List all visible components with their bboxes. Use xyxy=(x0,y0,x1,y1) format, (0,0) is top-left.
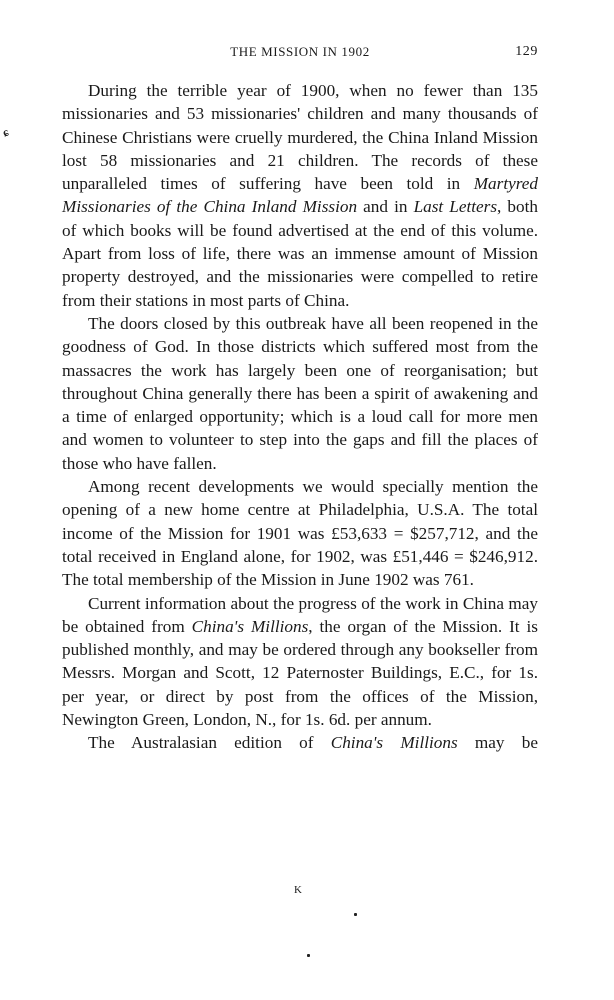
paragraph-4 xyxy=(62,592,538,732)
book-title-last-letters: Last Letters xyxy=(413,197,498,217)
paragraph-5 xyxy=(62,731,538,754)
text-span: The doors closed by this outbreak have all been reopened in the goodness of God. In those districts which suffered most from the massacres the work has largely been one of reorganisation; but throughout China generally there has been a spirit of awakening and a time of enlarged opportunity; which is a loud call for more men and women to volunteer to step into the gaps and fill the places of those who have fallen. xyxy=(62,313,538,473)
text-span: During the terrible year of 1900, when no fewer than 135 missionaries and 53 missionaries' children and many thousands of Chinese Christians were cruelly murdered, the China Inland Mission lost 58 missionaries and 21 children. The records of these unparalleled times of suffering have been told in xyxy=(62,81,538,194)
paragraph-2 xyxy=(62,312,538,475)
paragraph-3 xyxy=(62,475,538,591)
scan-speck xyxy=(307,954,310,957)
periodical-title-chinas-millions: China's Millions xyxy=(191,616,309,636)
text-span: Current information about the progress of the work in China may be obtained from xyxy=(62,593,538,636)
text-span: The Australasian edition of xyxy=(88,733,331,753)
text-span: , the organ of the Mission. It is published monthly, and may be ordered through any bookseller from Messrs. Morgan and Scott, 12 Paternoster Buildings, E.C., for 1s. per year, or direct by post from the offices of the Mission, Newington Green, London, N., for 1s. 6d. per annum. xyxy=(62,616,538,730)
margin-ink-mark: ɕ xyxy=(0,124,11,140)
page-number: 129 xyxy=(515,44,538,59)
scan-speck xyxy=(354,913,357,916)
running-head xyxy=(62,44,538,64)
text-span: , both of which books will be found advertised at the end of this volume. Apart from loss of life, there was an immense amount of Mission property destroyed, and the missionaries were compelled to retire from their stations in most parts of China. xyxy=(62,197,538,310)
body-text xyxy=(62,79,538,755)
text-span: may be xyxy=(457,733,538,753)
paragraph-1 xyxy=(62,79,538,312)
text-span: and in xyxy=(357,197,414,217)
text-span: Among recent developments we would specially mention the opening of a new home centre at Philadelphia, U.S.A. The total income of the Mission for 1901 was £53,633 = $257,712, and the total received in England alone, for 1902, was £51,446 = $246,912. The total membership of the Mission in June 1902 was 761. xyxy=(62,477,538,590)
signature-mark: K xyxy=(294,884,302,896)
running-title: THE MISSION IN 1902 xyxy=(230,44,370,59)
periodical-title-chinas-millions: China's Millions xyxy=(330,733,458,753)
book-title-martyred-missionaries: Martyred Missionaries of the China Inland Mission xyxy=(62,174,538,217)
